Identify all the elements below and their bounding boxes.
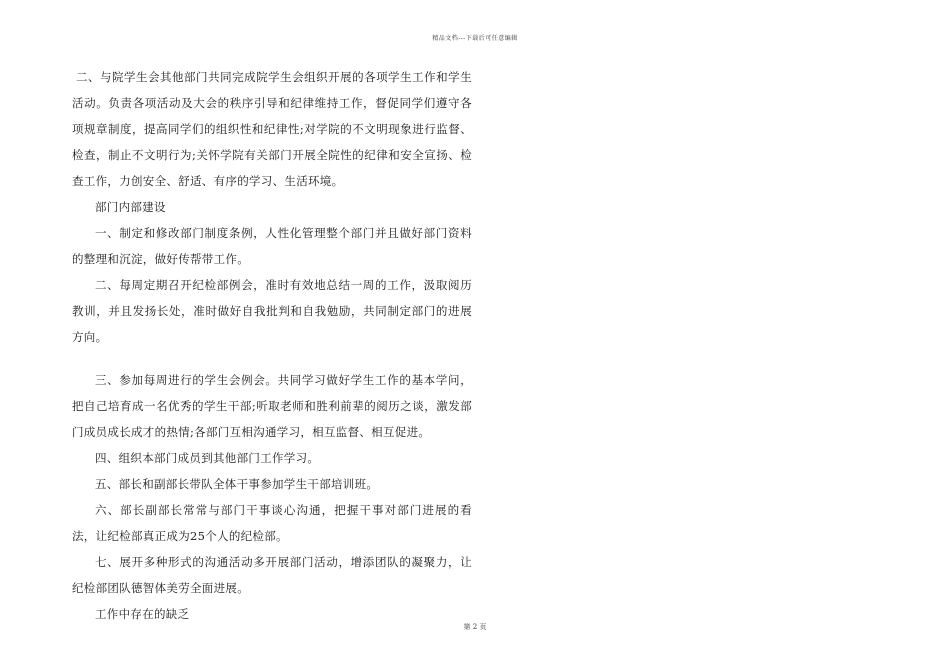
page-header [0, 33, 950, 42]
paragraph-item-3: 三、参加每周进行的学生会例会。共同学习做好学生工作的基本学问，把自己培育成一名优秀的学生干部;听取老师和胜利前辈的阅历之谈，激发部门成员成长成才的热情;各部门互相沟通学习，相互监督、相互促进。 [72, 373, 472, 439]
paragraph-item-5: 五、部长和副部长带队全体干事参加学生干部培训班。 [95, 477, 379, 491]
paragraph-item-2: 二、每周定期召开纪检部例会，准时有效地总结一周的工作，汲取阅历教训，并且发扬长处，准时做好自我批判和自我勉励，共同制定部门的进展方向。 [72, 278, 472, 344]
paragraph-item-4: 四、组织本部门成员到其他部门工作学习。 [95, 451, 320, 465]
page-footer [0, 622, 950, 632]
section-heading-shortcomings: 工作中存在的缺乏 [95, 607, 190, 621]
page-number: 第 2 页 [463, 623, 487, 631]
document-body [72, 64, 472, 627]
header-text: 精品文档---下载后可任意编辑 [432, 35, 518, 42]
section-heading-internal-construction: 部门内部建设 [95, 200, 166, 214]
paragraph-gap [72, 350, 472, 367]
paragraph-2: 二、与院学生会其他部门共同完成院学生会组织开展的各项学生工作和学生活动。负责各项活动及大会的秩序引导和纪律维持工作，督促同学们遵守各项规章制度，提高同学们的组织性和纪律性;对学院的不文明现象进行监督、检查，制止不文明行为;关怀学院有关部门开展全院性的纪律和安全宣扬、检查工作，力创安全、舒适、有序的学习、生活环境。 [72, 70, 472, 188]
paragraph-item-7: 七、展开多种形式的沟通活动多开展部门活动，增添团队的凝聚力，让纪检部团队德智体美劳全面进展。 [72, 555, 472, 595]
paragraph-item-1: 一、制定和修改部门制度条例，人性化管理整个部门并且做好部门资料的整理和沉淀，做好传帮带工作。 [72, 226, 472, 266]
paragraph-item-6: 六、部长副部长常常与部门干事谈心沟通，把握干事对部门进展的看法，让纪检部真正成为25个人的纪检部。 [72, 503, 472, 543]
